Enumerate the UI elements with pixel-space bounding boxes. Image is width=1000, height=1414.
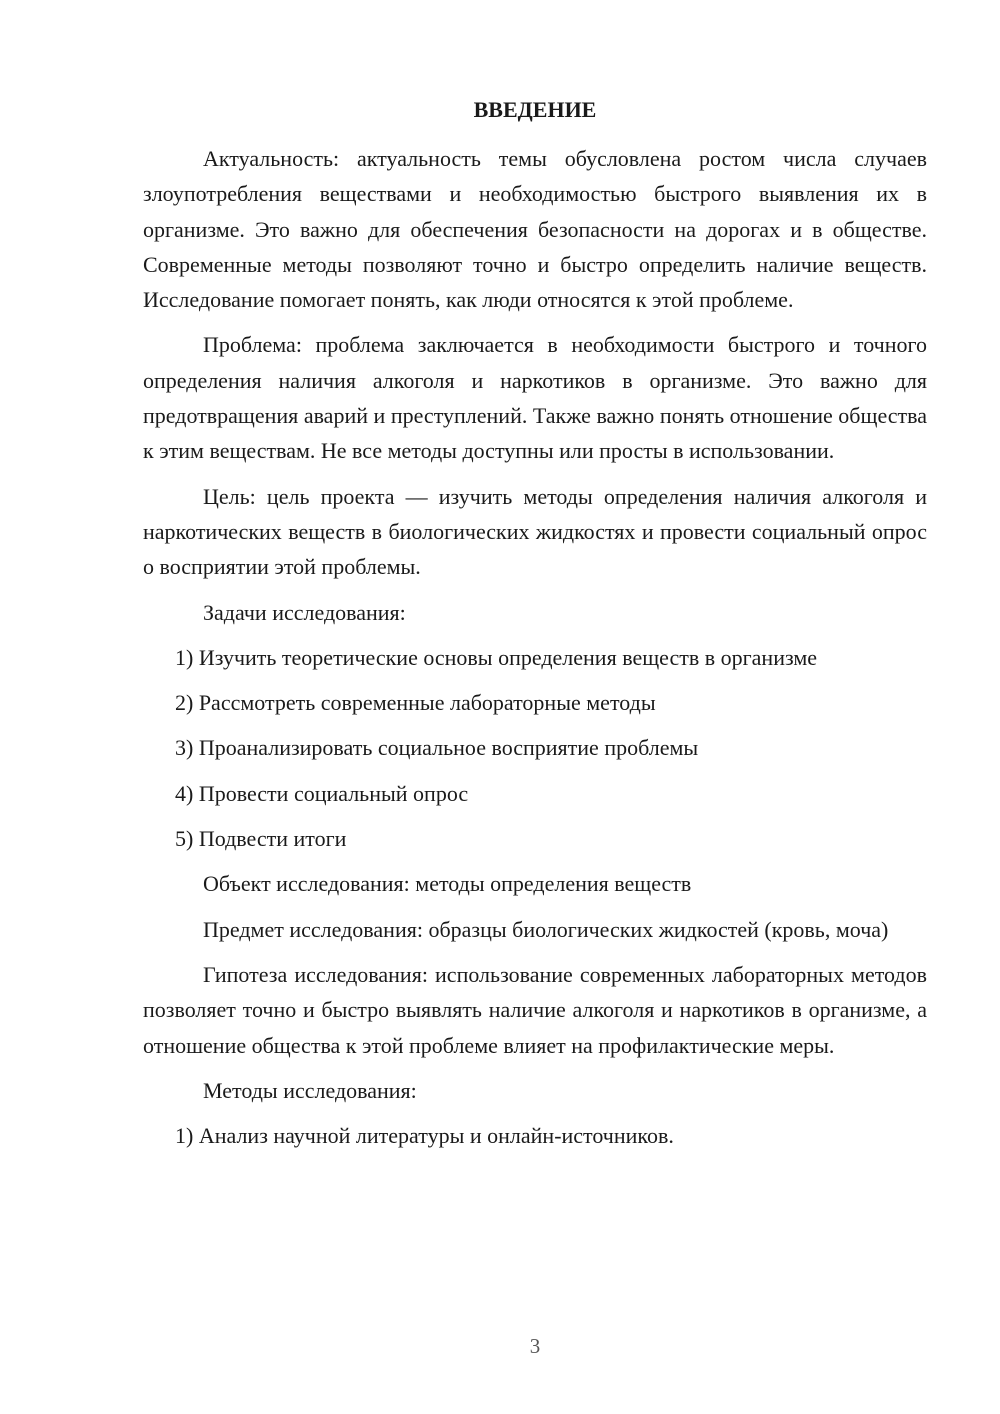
hypothesis-paragraph: Гипотеза исследования: использование современных лабораторных методов позволяет точно и быстро выявлять наличие алкоголя и наркотиков в организме, а отношение общества к этой проблеме влияет на профилактические меры. — [143, 961, 927, 1058]
task-item: 3) Проанализировать социальное восприятие проблемы — [175, 735, 699, 761]
relevance-paragraph: Актуальность: актуальность темы обусловлена ростом числа случаев злоупотребления веществами и необходимостью быстрого выявления их в организме. Это важно для обеспечения безопасности на дорогах и в обществе. Современные методы позволяют точно и быстро определить наличие веществ. Исследование помогает понять, как люди относятся к этой проблеме. — [143, 146, 927, 313]
method-item: 1) Анализ научной литературы и онлайн-источников. — [175, 1123, 674, 1149]
document-page — [143, 92, 927, 1163]
subject-paragraph: Предмет исследования: образцы биологических жидкостей (кровь, моча) — [203, 916, 889, 942]
tasks-heading: Задачи исследования: — [203, 599, 406, 625]
task-item: 5) Подвести итоги — [175, 826, 347, 852]
page-title: ВВЕДЕНИЕ — [473, 97, 597, 122]
task-item: 1) Изучить теоретические основы определения веществ в организме — [175, 644, 818, 670]
problem-paragraph: Проблема: проблема заключается в необходимости быстрого и точного определения наличия алкоголя и наркотиков в организме. Это важно для предотвращения аварий и преступлений. Также важно понять отношение общества к этим веществам. Не все методы доступны или просты в использовании. — [143, 332, 927, 464]
object-paragraph: Объект исследования: методы определения веществ — [203, 871, 692, 897]
goal-paragraph: Цель: цель проекта — изучить методы определения наличия алкоголя и наркотических веществ в биологических жидкостях и провести социальный опрос о восприятии этой проблемы. — [143, 483, 927, 580]
page-number: 3 — [529, 1334, 541, 1358]
task-item: 2) Рассмотреть современные лабораторные методы — [175, 690, 656, 716]
methods-heading: Методы исследования: — [203, 1077, 417, 1103]
task-item: 4) Провести социальный опрос — [175, 780, 469, 806]
